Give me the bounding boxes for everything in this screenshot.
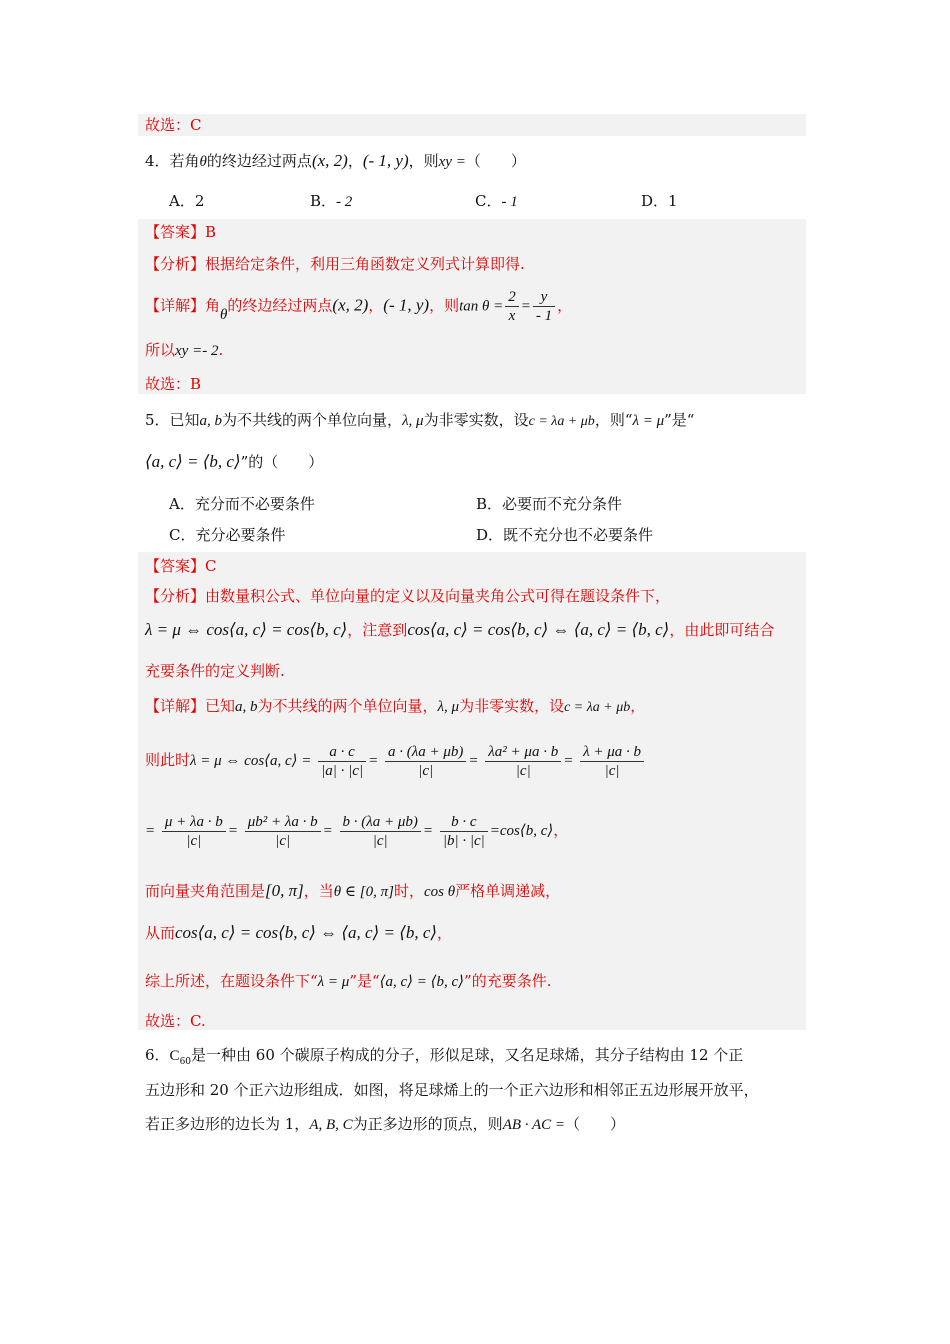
q5-thus: 从而cos⟨a, c⟩ = cos⟨b, c⟩ ⇔ ⟨a, c⟩ = ⟨b, c⟩， <box>145 923 453 942</box>
q5-option-c: C．充分必要条件 <box>169 526 286 544</box>
q5-analysis-3: 充要条件的定义判断. <box>145 662 285 680</box>
q4-sep: ， <box>347 152 363 170</box>
q5-option-a: A．充分而不必要条件 <box>169 495 315 513</box>
q5-analysis-2: λ = μ ⇔ cos⟨a, c⟩ = cos⟨b, c⟩，注意到cos⟨a, c⟩ = cos⟨b, c⟩ ⇔ ⟨a, c⟩ = ⟨b, c⟩，由此即可结合 <box>145 620 775 639</box>
q4-expr: xy = <box>438 154 466 170</box>
q5-analysis-1: 【分析】由数量积公式、单位向量的定义以及向量夹角公式可得在题设条件下， <box>145 587 671 605</box>
q4-stem <box>145 150 526 173</box>
q5-option-d: D．既不充分也不必要条件 <box>476 526 654 544</box>
q4-analysis: 【分析】根据给定条件，利用三角函数定义列式计算即得. <box>145 255 525 273</box>
q4-stem-b: 的终边经过两点 <box>206 152 312 170</box>
q4-detail: 【详解】角θ的终边经过两点(x, 2)，(- 1, y)，则tan θ = $\frac{2}{x}$ = $\frac{y}{- 1}$ ， <box>145 289 573 324</box>
prev-choice: 故选：C <box>145 116 202 134</box>
q5-answer: 【答案】C <box>145 557 217 575</box>
q5-option-b: B．必要而不充分条件 <box>476 495 623 513</box>
q5-range: 而向量夹角范围是[0, π]，当θ ∈ [0, π]时，cos θ严格单调递减， <box>145 881 561 900</box>
q5-detail-1: 【详解】已知a, b为不共线的两个单位向量，λ, μ为非零实数，设c = λa + μb， <box>145 697 646 715</box>
q4-option-b: B．- 2 <box>310 192 353 210</box>
q4-stem-a: 4．若角 <box>145 152 200 170</box>
q5-stem-line2: ⟨a, c⟩ = ⟨b, c⟩”的（ ） <box>145 452 324 471</box>
q5-choose: 故选：C. <box>145 1012 206 1030</box>
q4-choose: 故选：B <box>145 375 202 393</box>
q4-paren: （ ） <box>465 152 526 170</box>
q6-line3: 若正多边形的边长为 1，A, B, C为正多边形的顶点，则AB · AC =（ ） <box>145 1115 626 1133</box>
q6-line1: 6．$C_{60}$是一种由 60 个碳原子构成的分子，形似足球，又名足球烯，其分子结构由 12 个正 <box>145 1046 744 1067</box>
q4-option-d: D．1 <box>641 192 678 210</box>
q4-option-a: A．2 <box>169 192 205 210</box>
q4-theta: θ <box>199 154 207 170</box>
q4-stem-c: ，则 <box>408 152 439 170</box>
q4-option-c: C．- 1 <box>475 192 518 210</box>
answer-block-prev <box>138 114 806 136</box>
q5-stem-line1: 5．已知a, b为不共线的两个单位向量，λ, μ为非零实数，设c = λa + μb，则“λ = μ”是“ <box>145 411 695 429</box>
q5-detail-2: 则此时λ = μ ⇔ cos⟨a, c⟩ = $\frac{a \cdot c}{|a| \cdot |c|}$ = $\frac{a \cdot (\lambda a + \mu b)}{|c|}$ = $\frac{\text{λa² + μa · b}}{|c|}$ = $\frac{\lambda + \mu a \cdot b}{|c|}$ <box>145 738 646 783</box>
q4-answer: 【答案】B <box>145 223 217 241</box>
q5-conclusion: 综上所述，在题设条件下“λ = μ”是“⟨a, c⟩ = ⟨b, c⟩”的充要条件. <box>145 972 552 990</box>
q4-so: 所以xy =- 2. <box>145 341 224 359</box>
q6-line2: 五边形和 20 个正六边形组成．如图，将足球烯上的一个正六边形和相邻正五边形展开放平， <box>145 1081 759 1099</box>
q4-p2: (- 1, y) <box>362 151 409 170</box>
q4-p1: (x, 2) <box>311 151 348 170</box>
q5-detail-3: = $\frac{\mu + \lambda a \cdot b}{|c|}$ = $\frac{\text{μb² + λa · b}}{|c|}$ = $\frac{b \cdot (\lambda a + \mu b)}{|c|}$ = $\frac{b \cdot c}{|b| \cdot |c|}$ =cos⟨b, c⟩， <box>145 813 569 849</box>
